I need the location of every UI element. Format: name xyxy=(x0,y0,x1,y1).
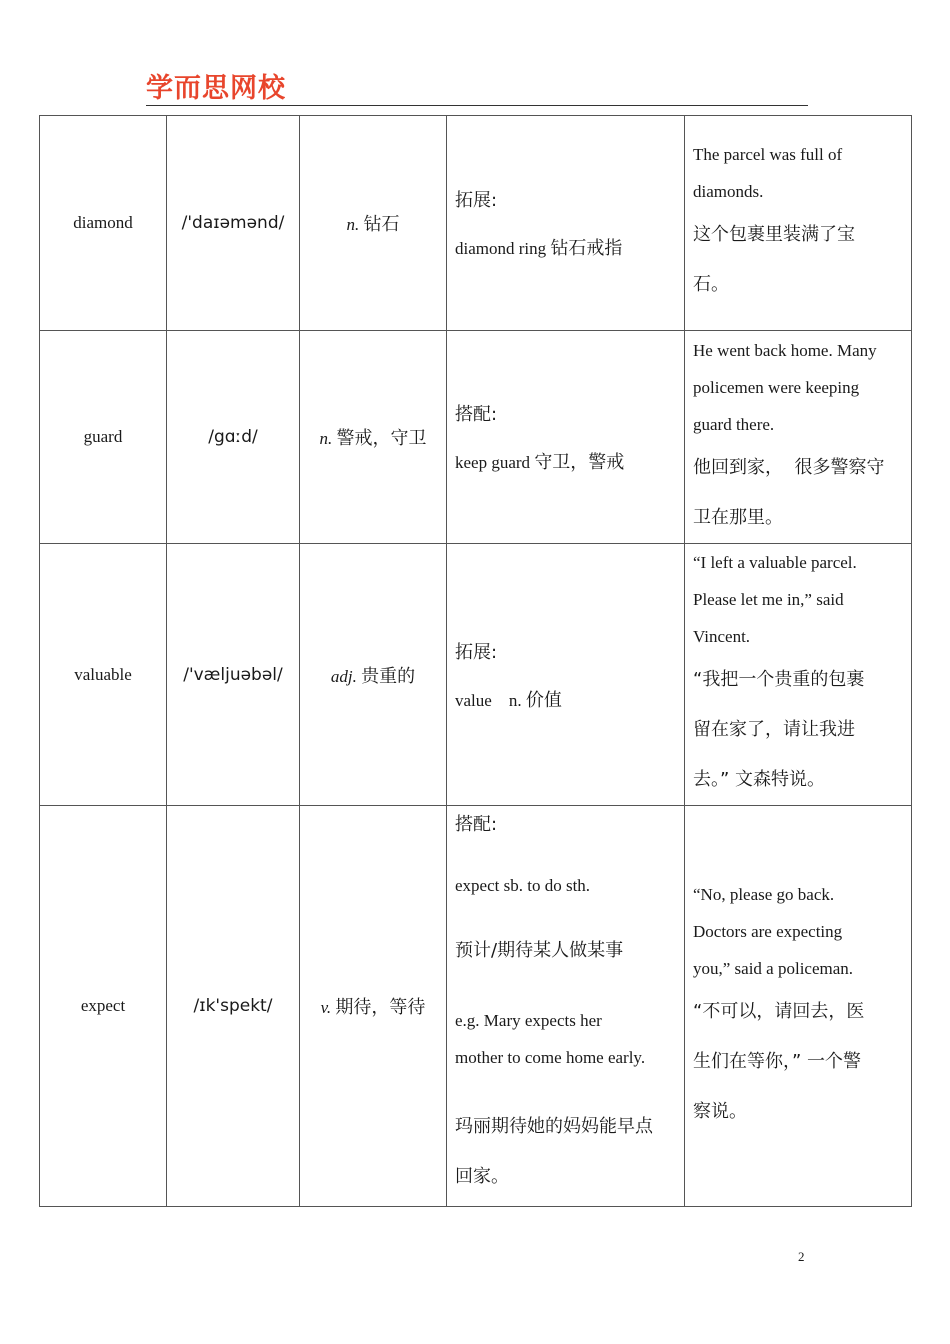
vocabulary-table xyxy=(39,115,912,1207)
header-divider xyxy=(146,105,808,106)
extension-cn: 钻石戒指 xyxy=(550,238,623,259)
pos-meaning: 期待，等待 xyxy=(335,997,426,1018)
example-zh-line: “我把一个贵重的包裹 xyxy=(693,669,865,690)
example-cell xyxy=(685,806,912,1207)
example-en-line: policemen were keeping xyxy=(693,377,860,397)
example-zh-line: 察说。 xyxy=(693,1100,747,1122)
part-of-speech-cell xyxy=(300,331,447,544)
phonetic-cell: /ɪk'spekt/ xyxy=(167,806,300,1207)
example-cell xyxy=(685,331,912,544)
example-en-line: diamonds. xyxy=(693,182,764,201)
extension-cn: 守卫，警戒 xyxy=(534,452,625,473)
pos-abbr: n. xyxy=(319,429,333,448)
extension-title: 搭配: xyxy=(455,814,498,835)
example-zh-line: 留在家了，请让我进 xyxy=(693,719,855,740)
extension-en: value n. xyxy=(455,690,522,710)
example-en-line: Please let me in,” said xyxy=(693,590,844,609)
example-en-line: you,” said a policeman. xyxy=(693,958,854,978)
example-en-line: He went back home. Many xyxy=(693,340,877,360)
extension-example-line: e.g. Mary expects her xyxy=(455,1011,602,1030)
example-zh-line: 这个包裹里装满了宝 xyxy=(693,224,855,245)
pos-abbr: adj. xyxy=(330,666,357,686)
example-zh-line: 他回到家， 很多警察守 xyxy=(693,456,885,478)
example-en-line: “No, please go back. xyxy=(693,884,835,904)
table-row xyxy=(40,331,912,544)
part-of-speech-cell xyxy=(300,806,447,1207)
phonetic-cell: /'daɪəmənd/ xyxy=(167,116,300,331)
pos-meaning: 钻石 xyxy=(363,214,400,235)
extension-collocation: expect sb. to do sth. xyxy=(455,876,591,895)
page-number: 2 xyxy=(798,1249,805,1264)
part-of-speech-cell xyxy=(300,544,447,806)
extension-line xyxy=(455,234,678,260)
word-cell: valuable xyxy=(40,544,167,806)
example-cell xyxy=(685,544,912,806)
extension-example-cn: 回家。 xyxy=(455,1166,509,1187)
example-en-line: Doctors are expecting xyxy=(693,921,843,941)
extension-cell xyxy=(447,116,685,331)
example-zh-line: 石。 xyxy=(693,274,729,295)
extension-en: diamond ring xyxy=(455,239,547,258)
extension-cell xyxy=(447,806,685,1207)
pos-meaning: 警戒，守卫 xyxy=(336,428,427,449)
pos-abbr: n. xyxy=(346,215,360,234)
example-zh-line: 生们在等你，” 一个警 xyxy=(693,1050,862,1072)
extension-cn: 价值 xyxy=(525,689,562,711)
example-en-line: “I left a valuable parcel. xyxy=(693,553,857,572)
pos-meaning: 贵重的 xyxy=(361,665,416,687)
pos-abbr: v. xyxy=(320,998,332,1017)
phonetic-cell: /'væljuəbəl/ xyxy=(167,544,300,806)
example-en-line: Vincent. xyxy=(693,627,751,646)
extension-en: keep guard xyxy=(455,453,531,472)
example-zh-line: 去。” 文森特说。 xyxy=(693,769,826,790)
example-en-line: The parcel was full of xyxy=(693,145,843,164)
extension-collocation-cn: 预计/期待某人做某事 xyxy=(455,940,624,961)
example-cell xyxy=(685,116,912,331)
brand-logo: 学而思网校 xyxy=(146,73,286,104)
table-row xyxy=(40,806,912,1207)
phonetic-cell: /gɑːd/ xyxy=(167,331,300,544)
word-cell: guard xyxy=(40,331,167,544)
extension-example-line: mother to come home early. xyxy=(455,1048,646,1067)
table-row xyxy=(40,116,912,331)
word-cell: expect xyxy=(40,806,167,1207)
example-en-line: guard there. xyxy=(693,414,775,434)
extension-example-cn: 玛丽期待她的妈妈能早点 xyxy=(455,1116,653,1137)
extension-line xyxy=(455,448,678,474)
extension-cell xyxy=(447,544,685,806)
table-row xyxy=(40,544,912,806)
example-zh-line: 卫在那里。 xyxy=(693,506,783,528)
extension-line xyxy=(455,686,678,712)
part-of-speech-cell xyxy=(300,116,447,331)
extension-title: 拓展: xyxy=(455,190,498,211)
extension-cell xyxy=(447,331,685,544)
extension-title: 搭配: xyxy=(455,404,498,425)
word-cell: diamond xyxy=(40,116,167,331)
extension-title: 拓展: xyxy=(455,641,498,663)
example-zh-line: “不可以，请回去，医 xyxy=(693,1000,865,1022)
